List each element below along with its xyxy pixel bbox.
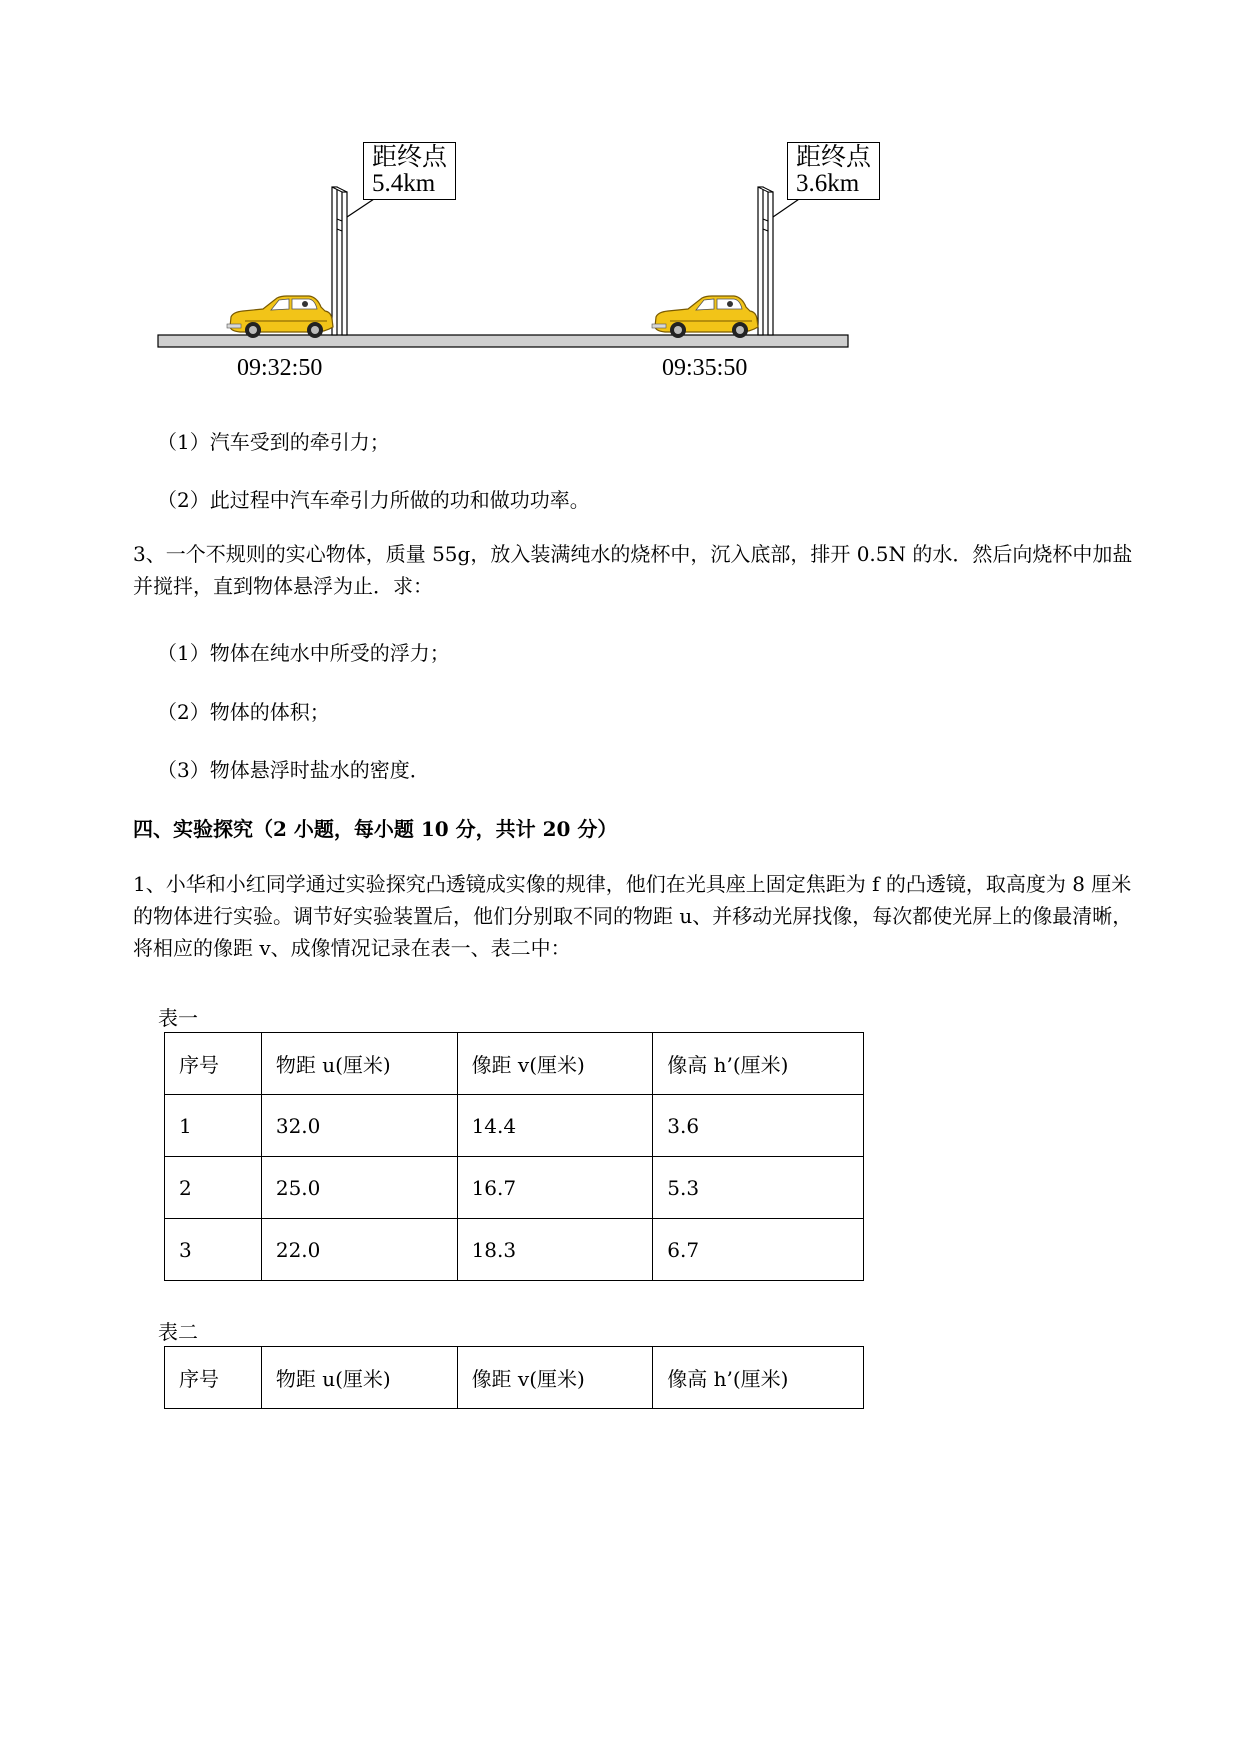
table2-caption: 表二 (158, 1320, 198, 1344)
table-cell: 2 (165, 1157, 262, 1219)
table1-header-cell: 像距 v(厘米) (457, 1033, 653, 1095)
sign-post-left (332, 187, 380, 335)
table1-caption: 表一 (158, 1006, 198, 1030)
table1 (164, 1032, 864, 1281)
table-cell: 32.0 (261, 1095, 457, 1157)
table2-header-cell: 像距 v(厘米) (457, 1347, 653, 1409)
time-left: 09:32:50 (237, 355, 323, 381)
q3-sub1: （1）物体在纯水中所受的浮力； (157, 641, 450, 665)
table-cell: 25.0 (261, 1157, 457, 1219)
q2-sub2: （2）此过程中汽车牵引力所做的功和做功功率。 (157, 488, 590, 512)
q3-text: 3、一个不规则的实心物体，质量 55g，放入装满纯水的烧杯中，沉入底部，排开 0.5N 的水．然后向烧杯中加盐并搅拌，直到物体悬浮为止．求： (133, 542, 1133, 598)
car-left-icon (227, 296, 333, 338)
sign-right (787, 142, 880, 200)
table2-header-cell: 像高 h’(厘米) (653, 1347, 864, 1409)
table2-header-cell: 序号 (165, 1347, 262, 1409)
sign-left-line2: 5.4km (372, 170, 436, 197)
time-right: 09:35:50 (662, 355, 748, 381)
q3-sub2: （2）物体的体积； (157, 700, 330, 724)
table-row (165, 1157, 864, 1219)
table-cell: 6.7 (653, 1219, 864, 1281)
sign-post-right (758, 187, 805, 335)
car-right-icon (652, 296, 758, 338)
table1-header-row (165, 1033, 864, 1095)
table-cell: 3.6 (653, 1095, 864, 1157)
table-cell: 14.4 (457, 1095, 653, 1157)
sign-left-line1: 距终点 (372, 144, 448, 171)
table1-header-cell: 物距 u(厘米) (261, 1033, 457, 1095)
table-cell: 3 (165, 1219, 262, 1281)
table1-header-cell: 序号 (165, 1033, 262, 1095)
table-cell: 16.7 (457, 1157, 653, 1219)
sign-right-line2: 3.6km (796, 170, 860, 197)
table-cell: 18.3 (457, 1219, 653, 1281)
q2-sub1: （1）汽车受到的牵引力； (157, 430, 390, 454)
table-row (165, 1095, 864, 1157)
table-cell: 22.0 (261, 1219, 457, 1281)
section4-heading: 四、实验探究（2 小题，每小题 10 分，共计 20 分） (133, 817, 618, 841)
table-row (165, 1219, 864, 1281)
table2-header-row (165, 1347, 864, 1409)
table2-header-cell: 物距 u(厘米) (261, 1347, 457, 1409)
table2 (164, 1346, 864, 1409)
table-cell: 5.3 (653, 1157, 864, 1219)
exp1-text: 1、小华和小红同学通过实验探究凸透镜成实像的规律，他们在光具座上固定焦距为 f 的凸透镜，取高度为 8 厘米的物体进行实验。调节好实验装置后，他们分别取不同的物距 u、并移动光屏找像，每次都使光屏上的像最清晰，将相应的像距 v、成像情况记录在表一、表二中： (133, 872, 1133, 960)
table1-header-cell: 像高 h’(厘米) (653, 1033, 864, 1095)
sign-left (363, 142, 456, 200)
sign-right-line1: 距终点 (796, 144, 872, 171)
q3-sub3: （3）物体悬浮时盐水的密度． (157, 758, 430, 782)
road (158, 335, 848, 347)
table-cell: 1 (165, 1095, 262, 1157)
